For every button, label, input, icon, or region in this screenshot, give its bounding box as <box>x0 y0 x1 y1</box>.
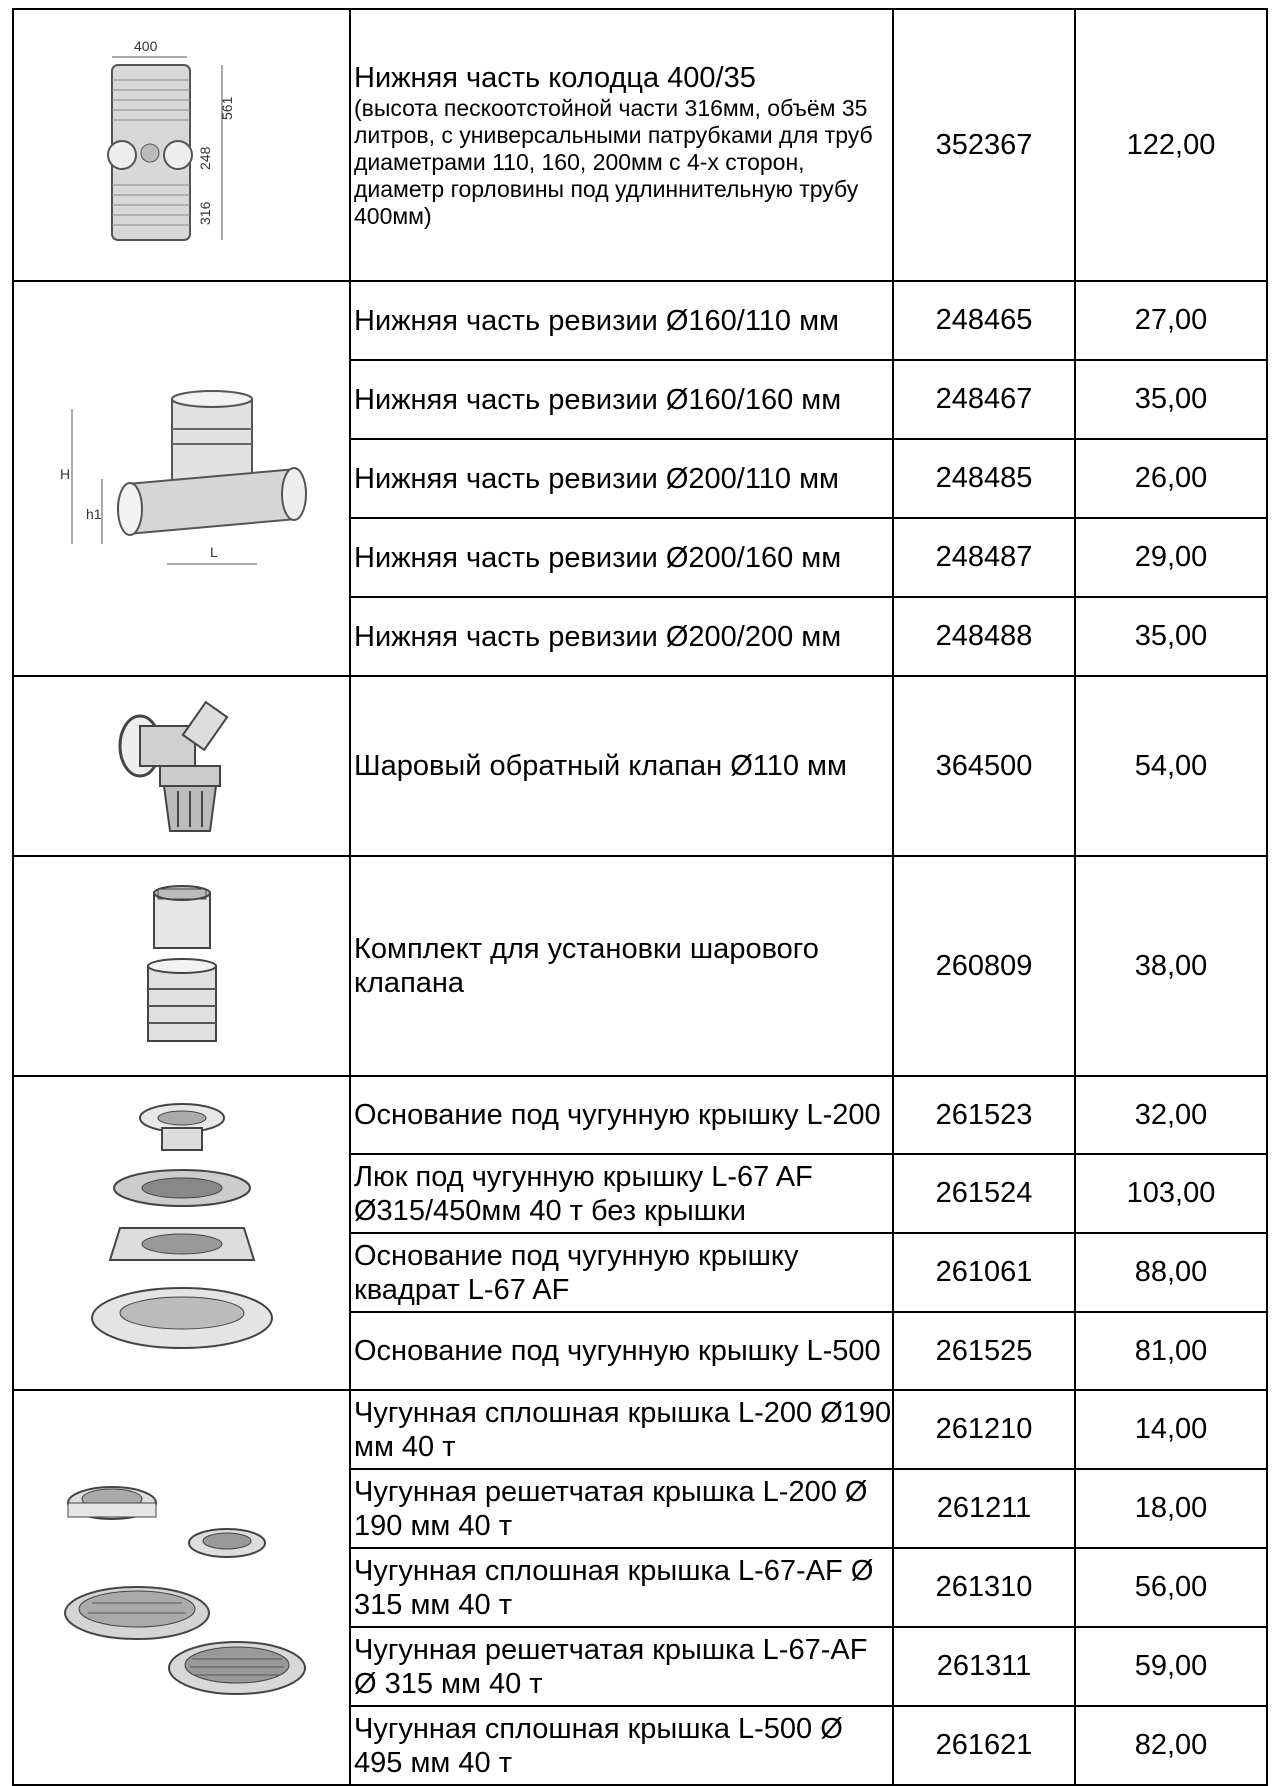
product-price: 32,00 <box>1075 1076 1267 1154</box>
product-name: Нижняя часть ревизии Ø160/160 мм <box>350 360 893 439</box>
product-code: 261621 <box>893 1706 1075 1785</box>
product-price: 88,00 <box>1075 1233 1267 1312</box>
ball-valve-image-cell <box>13 676 350 856</box>
product-price: 103,00 <box>1075 1154 1267 1233</box>
product-name: Основание под чугунную крышку L-500 <box>350 1312 893 1390</box>
product-name: Основание под чугунную крышку квадрат L-67 AF <box>350 1233 893 1312</box>
product-price: 18,00 <box>1075 1469 1267 1548</box>
product-name: Основание под чугунную крышку L-200 <box>350 1076 893 1154</box>
covers-image-cell <box>13 1390 350 1785</box>
product-name <box>350 9 893 281</box>
revision-diagram <box>42 369 322 589</box>
product-code: 260809 <box>893 856 1075 1076</box>
product-code: 248467 <box>893 360 1075 439</box>
product-name: Шаровый обратный клапан Ø110 мм <box>350 676 893 856</box>
product-name: Нижняя часть ревизии Ø160/110 мм <box>350 281 893 360</box>
well-bottom-image-cell <box>13 9 350 281</box>
product-price: 26,00 <box>1075 439 1267 518</box>
valve-kit-image-cell <box>13 856 350 1076</box>
product-name: Нижняя часть ревизии Ø200/110 мм <box>350 439 893 518</box>
product-name: Комплект для установки шарового клапана <box>350 856 893 1076</box>
well-dim-400: 400 <box>133 38 157 54</box>
product-code: 261524 <box>893 1154 1075 1233</box>
product-price: 38,00 <box>1075 856 1267 1076</box>
well-bottom-diagram <box>82 35 282 255</box>
bases-image-cell <box>13 1076 350 1390</box>
product-price: 56,00 <box>1075 1548 1267 1627</box>
valve-kit-icon <box>132 881 232 1051</box>
product-price: 35,00 <box>1075 360 1267 439</box>
revision-image-cell <box>13 281 350 676</box>
product-code: 352367 <box>893 9 1075 281</box>
table-row <box>13 9 1267 281</box>
product-code: 364500 <box>893 676 1075 856</box>
well-dim-248: 248 <box>196 146 213 170</box>
product-code: 261523 <box>893 1076 1075 1154</box>
product-code: 248487 <box>893 518 1075 597</box>
product-name: Чугунная сплошная крышка L-200 Ø190 мм 40 т <box>350 1390 893 1469</box>
product-code: 248485 <box>893 439 1075 518</box>
product-code: 248465 <box>893 281 1075 360</box>
product-code: 261061 <box>893 1233 1075 1312</box>
product-price: 14,00 <box>1075 1390 1267 1469</box>
well-dim-316: 316 <box>196 201 213 225</box>
product-name: Чугунная сплошная крышка L-67-AF Ø 315 мм 40 т <box>350 1548 893 1627</box>
bases-icon <box>82 1088 282 1378</box>
product-code: 261310 <box>893 1548 1075 1627</box>
product-price: 59,00 <box>1075 1627 1267 1706</box>
product-name: Нижняя часть ревизии Ø200/200 мм <box>350 597 893 676</box>
product-code: 261210 <box>893 1390 1075 1469</box>
table-row <box>13 1390 1267 1469</box>
product-code: 261211 <box>893 1469 1075 1548</box>
product-price: 122,00 <box>1075 9 1267 281</box>
product-name: Люк под чугунную крышку L-67 AF Ø315/450мм 40 т без крышки <box>350 1154 893 1233</box>
revision-label-h1: h1 <box>85 505 102 522</box>
product-code: 261525 <box>893 1312 1075 1390</box>
price-table <box>12 8 1268 1786</box>
table-row <box>13 1076 1267 1154</box>
revision-label-h: H <box>59 465 70 482</box>
product-price: 29,00 <box>1075 518 1267 597</box>
table-row <box>13 676 1267 856</box>
product-name: Нижняя часть ревизии Ø200/160 мм <box>350 518 893 597</box>
covers-icon <box>52 1463 312 1713</box>
product-name: Чугунная решетчатая крышка L-67-AF Ø 315 мм 40 т <box>350 1627 893 1706</box>
well-dim-561: 561 <box>218 96 235 120</box>
table-row <box>13 856 1267 1076</box>
product-name: Чугунная сплошная крышка L-500 Ø 495 мм 40 т <box>350 1706 893 1785</box>
revision-label-l: L <box>209 543 218 560</box>
product-code: 248488 <box>893 597 1075 676</box>
product-name-lead: Нижняя часть колодца 400/35 <box>354 61 756 94</box>
product-price: 27,00 <box>1075 281 1267 360</box>
product-price: 82,00 <box>1075 1706 1267 1785</box>
table-row <box>13 281 1267 360</box>
product-price: 81,00 <box>1075 1312 1267 1390</box>
product-price: 35,00 <box>1075 597 1267 676</box>
ball-valve-icon <box>112 691 252 841</box>
product-price: 54,00 <box>1075 676 1267 856</box>
product-name: Чугунная решетчатая крышка L-200 Ø 190 мм 40 т <box>350 1469 893 1548</box>
product-name-detail: (высота пескоотстойной части 316мм, объём 35 литров, с универсальными патрубками для труб диаметрами 110, 160, 200мм с 4-х сторон, диаметр горловины под удлиннительную трубу 400мм) <box>354 94 873 229</box>
product-code: 261311 <box>893 1627 1075 1706</box>
